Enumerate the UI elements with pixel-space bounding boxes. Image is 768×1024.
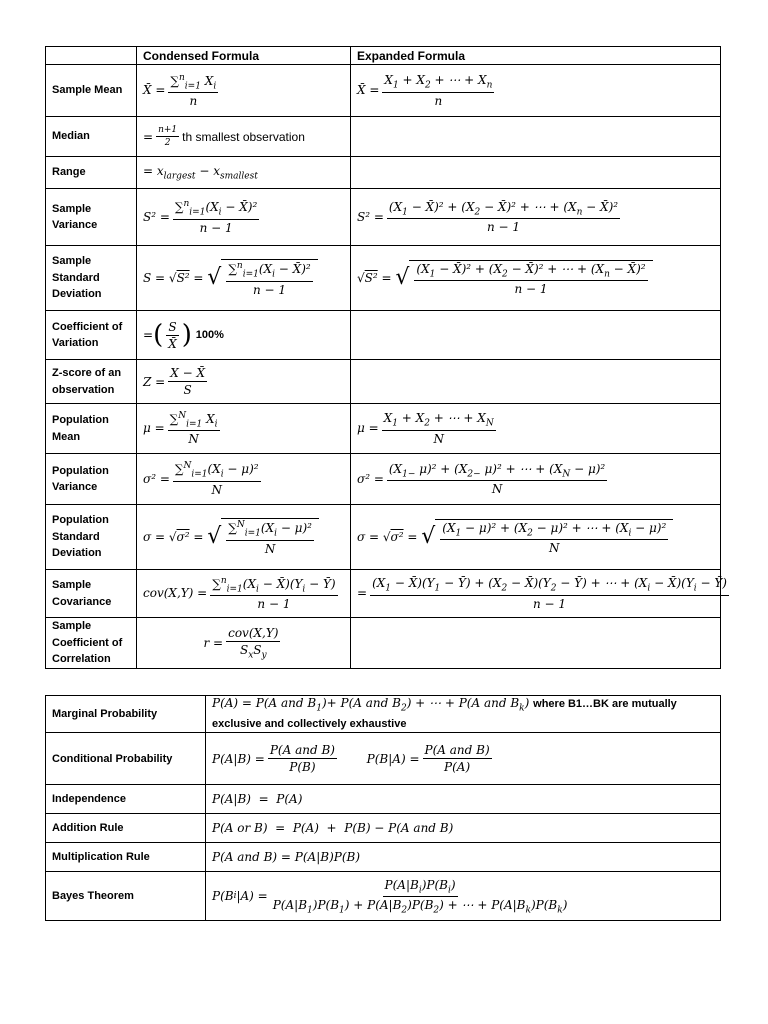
label-correlation: Sample Coefficient of Correlation bbox=[46, 618, 137, 669]
label-sample-variance: Sample Variance bbox=[46, 189, 137, 246]
row-independence bbox=[46, 785, 721, 814]
row-population-mean bbox=[46, 404, 721, 454]
header-blank bbox=[46, 47, 137, 65]
formula-population-mean-condensed: μ = $\frac{\sum^N_{i=1} X_i}{N}$ bbox=[137, 404, 351, 454]
row-sample-mean bbox=[46, 65, 721, 117]
label-addition: Addition Rule bbox=[46, 814, 206, 843]
label-multiplication: Multiplication Rule bbox=[46, 843, 206, 872]
probability-formula-table bbox=[45, 695, 721, 921]
formula-addition: P(A or B) = P(A) + P(B) − P(A and B) bbox=[206, 814, 721, 843]
row-median bbox=[46, 117, 721, 157]
formula-sample-covariance-expanded: = ($X_1$ − $X̄)(Y_1$ − Ȳ) + ($X_2$ − $X̄)(Y_2$ − Ȳ) + ⋯ + ($X_i$ − $X̄)(Y_i$ − Ȳ) n − 1 bbox=[351, 570, 721, 618]
row-sample-std bbox=[46, 246, 721, 311]
header-row bbox=[46, 47, 721, 65]
row-sample-covariance bbox=[46, 570, 721, 618]
formula-zscore: Z = $\frac{X - X̄}{S}$ bbox=[137, 360, 351, 404]
label-zscore: Z-score of an observation bbox=[46, 360, 137, 404]
label-population-variance: Population Variance bbox=[46, 454, 137, 505]
row-population-variance bbox=[46, 454, 721, 505]
formula-population-mean-expanded: μ = $\frac{X_1 + X_2 + \cdots + X_N}{N}$ bbox=[351, 404, 721, 454]
formula-sample-mean-expanded: X̄ = $\frac{X_1 + X_2 + \cdots + X_n}{n}$ bbox=[351, 65, 721, 117]
row-sample-variance bbox=[46, 189, 721, 246]
header-condensed: Condensed Formula bbox=[137, 47, 351, 65]
row-multiplication bbox=[46, 843, 721, 872]
formula-sample-variance-condensed: S² = $\frac{\sum^n_{i=1}(X_i - X̄)^2}{n - 1}$ bbox=[137, 189, 351, 246]
formula-sample-std-expanded: √ S² = √ $\frac{(X_1 - X̄)^2 + (X_2 - X̄)^2 + \cdots + (X_n - X̄)^2}{n - 1}$ bbox=[351, 246, 721, 311]
label-population-std: Population Standard Deviation bbox=[46, 505, 137, 570]
formula-coef-variation: = ( $\frac{S}{X̄}$ ) 100% bbox=[137, 311, 351, 360]
row-correlation bbox=[46, 618, 721, 669]
label-bayes: Bayes Theorem bbox=[46, 872, 206, 921]
row-zscore bbox=[46, 360, 721, 404]
formula-independence: P(A|B) = P(A) bbox=[206, 785, 721, 814]
label-coef-variation: Coefficient of Variation bbox=[46, 311, 137, 360]
coef-variation-text: 100% bbox=[195, 329, 224, 341]
formula-population-variance-expanded: σ² = $\frac{(X_{1-} \mu)^2 + (X_{2-} \mu)^2 + \cdots + (X_N - \mu)^2}{N}$ bbox=[351, 454, 721, 505]
row-bayes bbox=[46, 872, 721, 921]
formula-sample-std-condensed: S = √ S² = √ $\frac{\sum^n_{i=1}(X_i - X̄)^2}{n - 1}$ bbox=[137, 246, 351, 311]
label-population-mean: Population Mean bbox=[46, 404, 137, 454]
formula-median: = $\frac{n+1}{2}$ th smallest observation bbox=[137, 117, 351, 157]
formula-conditional: P(A|B) = $\frac{\text{P(A and B)}}{P(B)}$ P(B|A) = $\frac{\text{P(A and B)}}{P(A)}$ bbox=[206, 733, 721, 785]
row-range bbox=[46, 157, 721, 189]
formula-population-std-expanded: σ = √ σ² = √ $\frac{(X_1 - \mu)^2 + (X_2 - \mu)^2 + \cdots + (X_i - \mu)^2}{N}$ bbox=[351, 505, 721, 570]
empty-range-expanded bbox=[351, 157, 721, 189]
header-expanded: Expanded Formula bbox=[351, 47, 721, 65]
formula-multiplication: P(A and B) = P(A|B)P(B) bbox=[206, 843, 721, 872]
formula-population-variance-condensed: σ² = $\frac{\sum^N_{i=1}(X_i - \mu)^2}{N}$ bbox=[137, 454, 351, 505]
formula-range: = $x_{largest} - x_{smallest}$ bbox=[137, 157, 351, 189]
row-marginal bbox=[46, 696, 721, 733]
formula-population-std-condensed: σ = √ σ² = √ $\frac{\sum^N_{i=1}(X_i - \mu)^2}{N}$ bbox=[137, 505, 351, 570]
formula-sample-mean-condensed: X̄ = $\frac{\sum^n_{i=1} X_i}{n}$ bbox=[137, 65, 351, 117]
label-independence: Independence bbox=[46, 785, 206, 814]
statistics-formula-table bbox=[45, 46, 727, 669]
label-conditional: Conditional Probability bbox=[46, 733, 206, 785]
label-marginal: Marginal Probability bbox=[46, 696, 206, 733]
row-addition bbox=[46, 814, 721, 843]
median-text: th smallest observation bbox=[182, 129, 305, 144]
marginal-note: where B1…BK are mutually exclusive and collectively exhaustive bbox=[212, 698, 677, 731]
empty-zscore-expanded bbox=[351, 360, 721, 404]
row-population-std bbox=[46, 505, 721, 570]
label-range: Range bbox=[46, 157, 137, 189]
row-coef-variation bbox=[46, 311, 721, 360]
formula-correlation: r = $\frac{\text{cov(X,Y)}}{S_xS_y}$ bbox=[137, 618, 351, 669]
row-conditional bbox=[46, 733, 721, 785]
formula-sample-variance-expanded: S² = $\frac{(X_1 - X̄)^2 + (X_2 - X̄)^2 + \cdots + (X_n - X̄)^2}{n - 1}$ bbox=[351, 189, 721, 246]
empty-median-expanded bbox=[351, 117, 721, 157]
label-sample-mean: Sample Mean bbox=[46, 65, 137, 117]
formula-sample-covariance-condensed: cov(X,Y) = $\frac{\sum^n_{i=1}(X_i - X̄)(Y_i - Ȳ)}{n - 1}$ bbox=[137, 570, 351, 618]
label-sample-covariance: Sample Covariance bbox=[46, 570, 137, 618]
label-sample-std: Sample Standard Deviation bbox=[46, 246, 137, 311]
formula-bayes: P(B i |A) = $\frac{P(A|B_i)P(B_i)}{P(A|B_1)P(B_1) + P(A|B_2)P(B_2) + \cdots + P(A|B_k)P(B_k)}$ bbox=[206, 872, 721, 921]
empty-correlation-expanded bbox=[351, 618, 721, 669]
empty-coef-variation-expanded bbox=[351, 311, 721, 360]
formula-marginal: P(A) = P(A and $B_1)+ P(A$ and $B_2$) + ⋯ + P(A and $B_k$) where B1…BK are mutually exclusive and collectively exhaustive bbox=[206, 696, 721, 733]
label-median: Median bbox=[46, 117, 137, 157]
